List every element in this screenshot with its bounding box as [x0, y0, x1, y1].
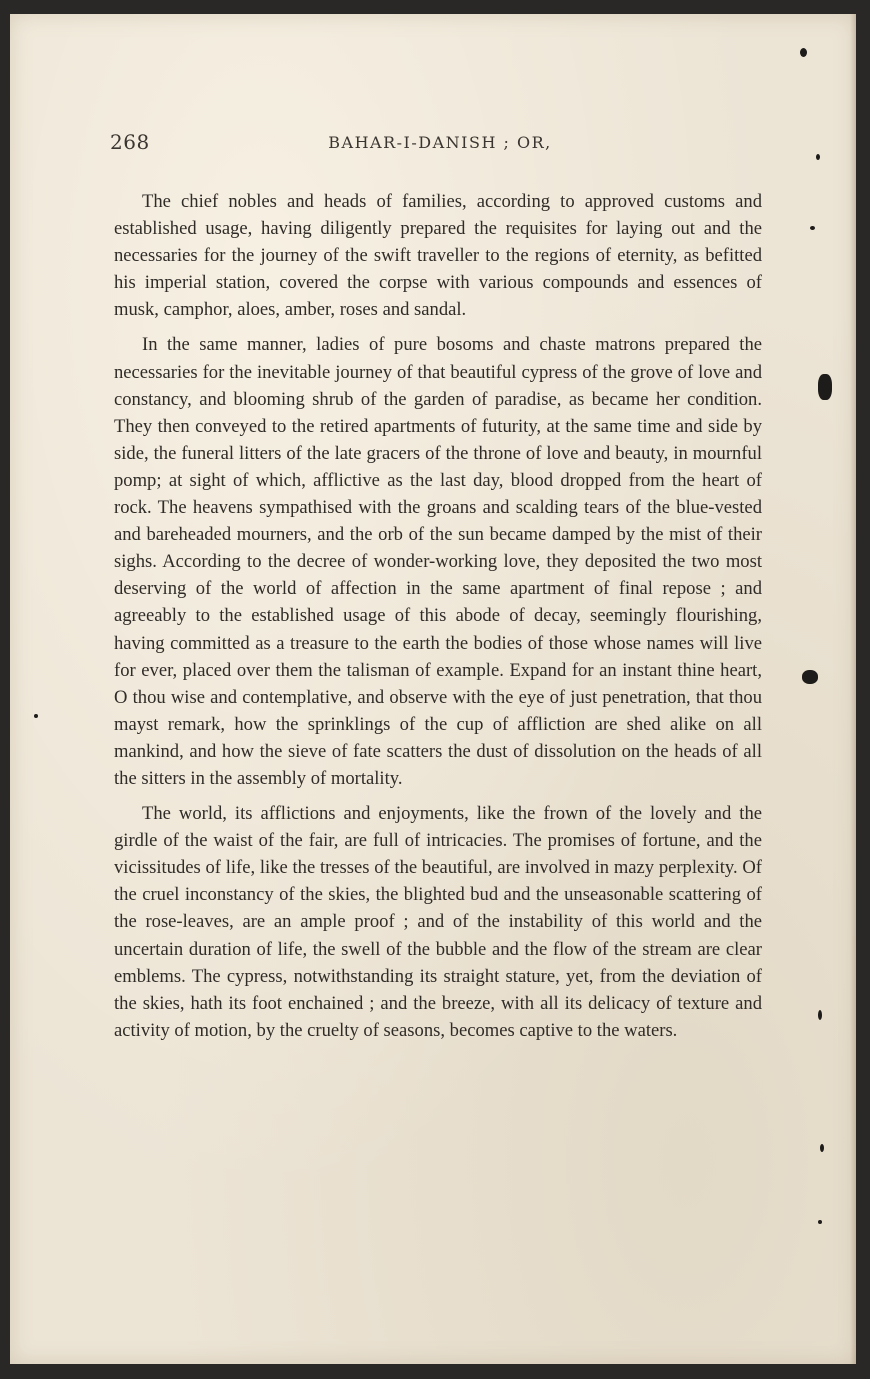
- paragraph-2: In the same manner, ladies of pure bosoms and chaste matrons prepared the necessaries for the inevitable journey of that beautiful cypress of the grove of love and constancy, and blooming shrub of the garden of paradise, as became her condition. They then conveyed to the retired apartments of futurity, at the same time and side by side, the funeral litters of the late gracers of the throne of love and beauty, in mournful pomp; at sight of which, afflictive as the last day, blood dropped from the heart of rock. The heavens sympathised with the groans and scalding tears of the blue-vested and bareheaded mourners, and the orb of the sun became damped by the mist of their sighs. According to the decree of wonder-working love, they deposited the two most deserving of the world of affection in the same apartment of final repose ; and agreeably to the established usage of this abode of decay, seemingly flourishing, having committed as a treasure to the earth the bodies of those whose names will live for ever, placed over them the talisman of example. Expand for an instant thine heart, O thou wise and contemplative, and observe with the eye of just penetration, that thou mayst remark, how the sprinklings of the cup of affliction are shed alike on all mankind, and how the sieve of fate scatters the dust of dissolution on the heads of all the sitters in the assembly of mortality.: [114, 334, 762, 789]
- ink-speck: [818, 1220, 822, 1224]
- ink-speck: [818, 374, 832, 400]
- ink-speck: [802, 670, 818, 684]
- body-text: [114, 188, 762, 1052]
- page-edge-shadow: [850, 14, 856, 1364]
- ink-speck: [818, 1010, 822, 1020]
- ink-speck: [820, 1144, 824, 1152]
- ink-speck: [810, 226, 815, 230]
- running-head: BAHAR-I-DANISH ; OR,: [328, 133, 552, 152]
- ink-speck: [816, 154, 820, 160]
- page-number: 268: [110, 130, 150, 154]
- ink-speck: [34, 714, 38, 718]
- page-header: [110, 130, 770, 160]
- ink-speck: [800, 48, 807, 57]
- book-page: [10, 14, 856, 1364]
- paragraph-3: The world, its afflictions and enjoyments, like the frown of the lovely and the girdle of the waist of the fair, are full of intricacies. The promises of fortune, and the vicissitudes of life, like the tresses of the beautiful, are involved in mazy perplexity. Of the cruel inconstancy of the skies, the blighted bud and the unseasonable scattering of the rose-leaves, are an ample proof ; and of the instability of this world and the uncertain duration of life, the swell of the bubble and the flow of the stream are clear emblems. The cypress, notwithstanding its straight stature, yet, from the deviation of the skies, hath its foot enchained ; and the breeze, with all its delicacy of texture and activity of motion, by the cruelty of seasons, becomes captive to the waters.: [114, 803, 762, 1041]
- paragraph-1: The chief nobles and heads of families, according to approved customs and established usage, having diligently prepared the requisites for laying out and the necessaries for the journey of the swift traveller to the regions of eternity, as befitted his imperial station, covered the corpse with various compounds and essences of musk, camphor, aloes, amber, roses and sandal.: [114, 191, 762, 321]
